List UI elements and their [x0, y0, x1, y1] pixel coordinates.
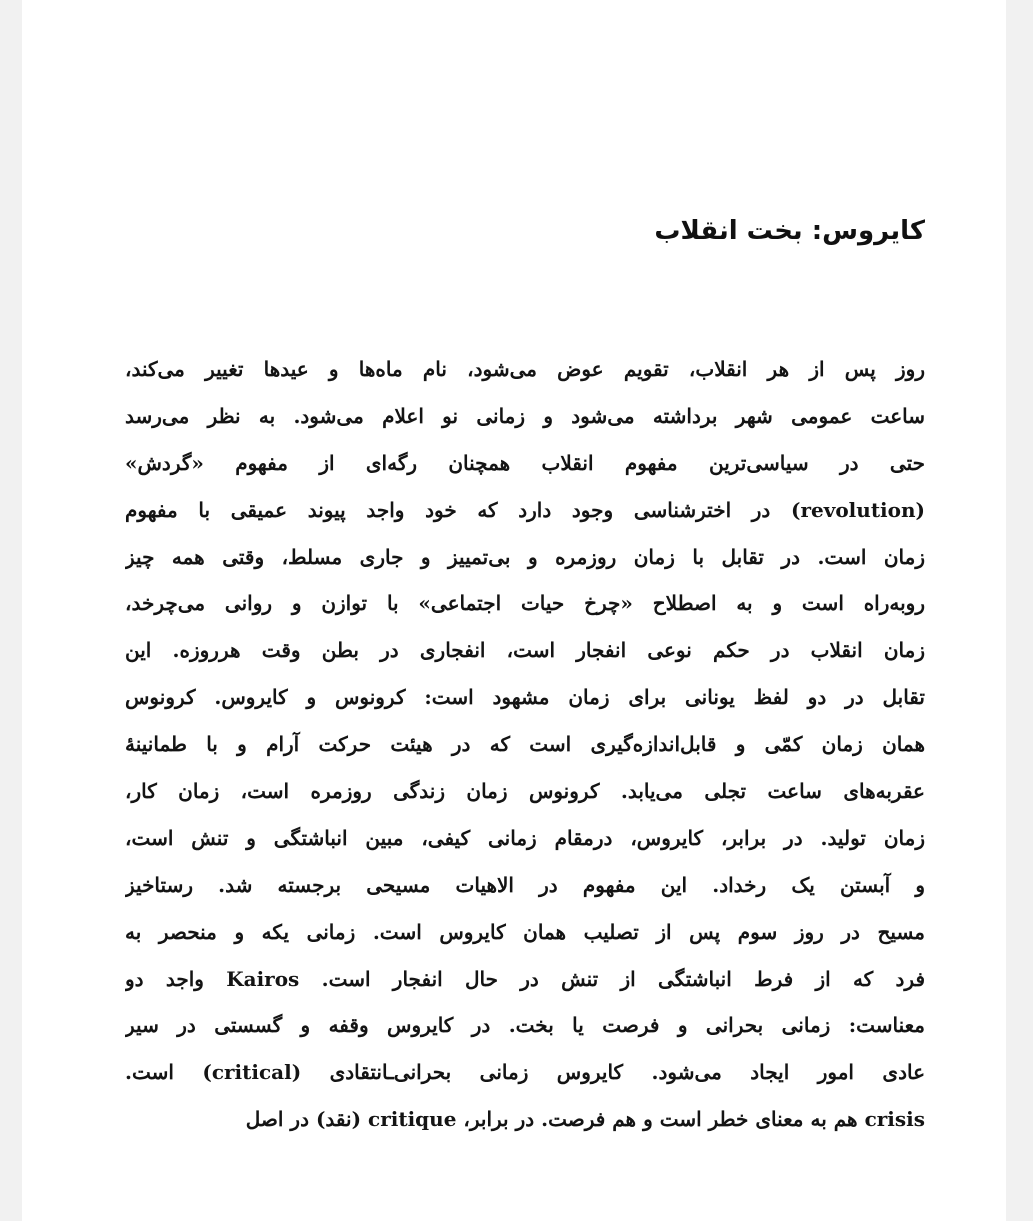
- text-line: روز پس از هر انقلاب، تقویم عوض می‌شود، نام ماه‌ها و عیدها تغییر می‌کند،: [125, 357, 925, 381]
- text-line: همان زمان کمّی و قابل‌اندازه‌گیری است که در هیئت حرکت آرام و با طمانینهٔ: [125, 732, 925, 757]
- text-line: (revolution) در اخترشناسی وجود دارد که خود واجد پیوند عمیقی با مفهوم: [125, 497, 925, 522]
- text-line: زمان تولید. در برابر، کایروس، درمقام زمانی کیفی، مبین انباشتگی و تنش است،: [125, 825, 925, 850]
- text-line: تقابل در دو لفظ یونانی برای زمان مشهود است: کرونوس و کایروس. کرونوس: [125, 685, 925, 710]
- text-line: crisis هم به معنای خطر است و هم فرصت. در برابر، critique (نقد) در اصل: [245, 1107, 925, 1132]
- text-line: مسیح در روز سوم پس از تصلیب همان کایروس است. زمانی یکه و منحصر به: [125, 919, 925, 944]
- document-page: [22, 0, 1006, 1221]
- text-line: عقربه‌های ساعت تجلی می‌یابد. کرونوس زمان زندگی روزمره است، زمان کار،: [125, 779, 925, 804]
- section-title: کایروس: بخت انقلاب: [654, 216, 925, 246]
- text-line: حتی در سیاسی‌ترین مفهوم انقلاب همچنان رگه‌ای از مفهوم «گردش»: [125, 450, 925, 475]
- text-line: فرد که از فرط انباشتگی از تنش در حال انفجار است. Kairos واجد دو: [125, 966, 925, 991]
- body-text: [125, 346, 925, 1143]
- text-line: و آبستن یک رخداد. این مفهوم در الاهیات مسیحی برجسته شد. رستاخیز: [125, 872, 925, 897]
- text-line: زمان است. در تقابل با زمان روزمره و بی‌تمییز و جاری مسلط، وقتی همه چیز: [125, 544, 925, 569]
- text-line: روبه‌راه است و به اصطلاح «چرخ حیات اجتماعی» با توازن و روانی می‌چرخد،: [125, 591, 925, 616]
- text-line: معناست: زمانی بحرانی و فرصت یا بخت. در کایروس وقفه و گسستی در سیر: [125, 1013, 925, 1038]
- text-line: عادی امور ایجاد می‌شود. کایروس زمانی بحرانی‌ـانتقادی (critical) است.: [125, 1060, 925, 1085]
- text-line: زمان انقلاب در حکم نوعی انفجار است، انفجاری در بطن وقت هرروزه. این: [125, 638, 925, 663]
- text-line: ساعت عمومی شهر برداشته می‌شود و زمانی نو اعلام می‌شود. به نظر می‌رسد: [125, 403, 925, 428]
